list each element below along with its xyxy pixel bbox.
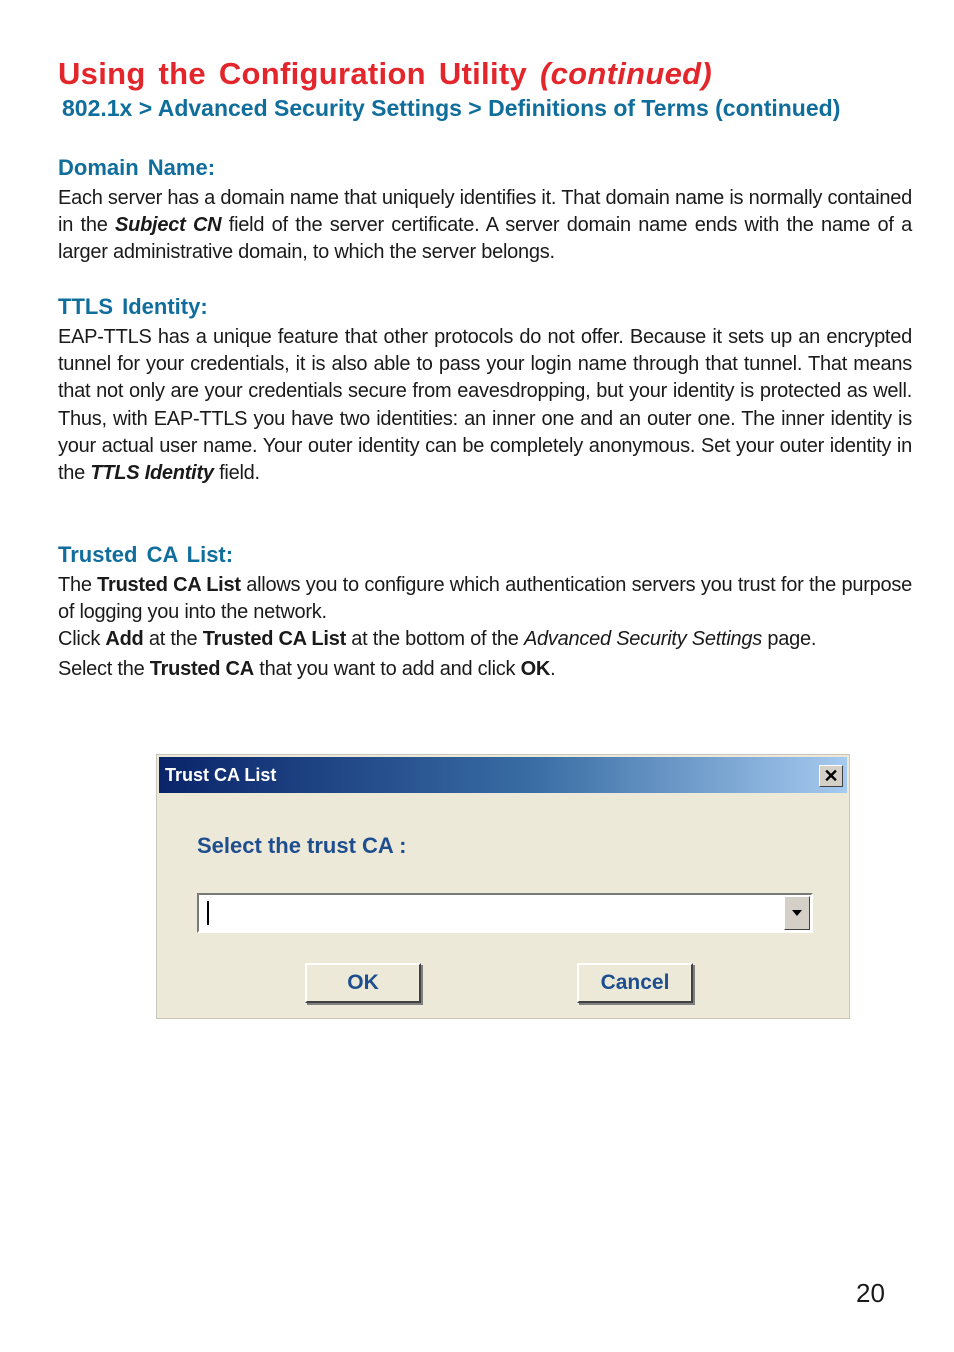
ttls-identity-term: TTLS Identity <box>90 462 214 485</box>
ca-p1-pre: The <box>58 574 98 596</box>
ca-p2-click: Click <box>58 628 106 651</box>
ca-p2-bottom: at the bottom of the <box>346 628 524 651</box>
dialog-title: Trust CA List <box>165 765 277 785</box>
ok-button[interactable]: OK <box>305 963 421 1003</box>
cancel-button[interactable]: Cancel <box>577 963 693 1003</box>
trusted-ca-paragraph-2 <box>58 626 912 653</box>
trusted-ca-heading: Trusted CA List: <box>58 542 234 567</box>
ca-p3-select: Select the <box>58 657 150 680</box>
ca-p2-add: Add <box>105 628 144 651</box>
ttls-text-2: field. <box>213 462 260 485</box>
ca-p3-mid: that you want to add and click <box>253 657 521 680</box>
ca-p2-page: page. <box>762 628 817 651</box>
ttls-identity-paragraph <box>58 324 912 487</box>
ca-p2-list: Trusted CA List <box>202 628 346 651</box>
ttls-identity-heading: TTLS Identity: <box>58 294 208 319</box>
page-number: 20 <box>856 1278 885 1308</box>
trusted-ca-paragraph-3 <box>58 656 912 683</box>
ca-p2-at: at the <box>143 628 203 651</box>
section-ttls-identity <box>58 294 912 487</box>
ca-p3-ok: OK <box>520 657 551 680</box>
domain-name-text-1: Each server has a domain name that uniquely identifies it. That domain name is normally contained in the <box>58 187 912 237</box>
title-text: Using the Configuration Utility <box>58 56 528 91</box>
trust-ca-select[interactable] <box>197 893 813 933</box>
ca-p3-end: . <box>550 657 556 680</box>
chevron-down-icon <box>792 910 802 916</box>
select-trust-ca-label: Select the trust CA : <box>197 833 407 858</box>
section-trusted-ca-list <box>58 542 912 683</box>
page-title <box>58 56 712 92</box>
trusted-ca-paragraph-1 <box>58 572 912 626</box>
ca-p2-page-name: Advanced Security Settings <box>523 628 763 651</box>
ca-p1-term: Trusted CA List <box>97 574 241 596</box>
text-caret <box>207 901 209 925</box>
ca-p1-post: allows you to configure which authentication servers you trust for the purpose of logging you into the network. <box>58 574 912 624</box>
dropdown-arrow-button[interactable] <box>784 896 810 930</box>
subject-cn-term: Subject CN <box>115 214 222 237</box>
domain-name-heading: Domain Name: <box>58 155 216 180</box>
ttls-text-1: EAP-TTLS has a unique feature that other protocols do not offer. Because it sets up an encrypted tunnel for your credentials, it is also able to pass your login name through that tunnel. That means that not only are your credentials secure from eavesdropping, but your identity is protected as well. Thus, with EAP-TTLS you have two identities: an inner one and an outer one. The inner identity is your actual user name. Your outer identity can be completely anonymous. Set your outer identity in the <box>58 326 912 485</box>
breadcrumb-subtitle: 802.1x > Advanced Security Settings > Definitions of Terms (continued) <box>62 95 841 121</box>
title-suffix: (continued) <box>539 56 713 91</box>
close-icon[interactable]: ✕ <box>819 765 843 787</box>
section-domain-name <box>58 155 912 267</box>
trust-ca-dialog <box>156 754 850 1019</box>
dialog-titlebar[interactable] <box>159 757 847 793</box>
domain-name-paragraph <box>58 185 912 267</box>
domain-name-text-2: field of the server certificate. A server domain name ends with the name of a larger administrative domain, to which the server belongs. <box>58 214 913 264</box>
ca-p3-ca: Trusted CA <box>149 657 254 680</box>
